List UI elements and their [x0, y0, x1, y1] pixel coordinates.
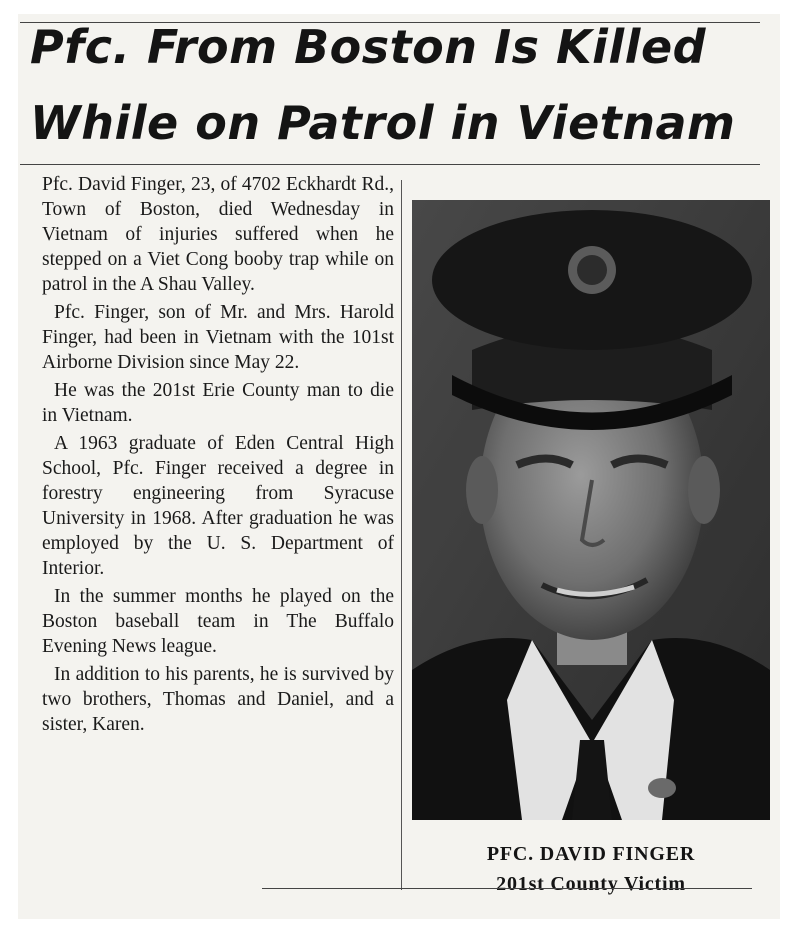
photo-caption-subtitle: 201st County Victim [496, 873, 686, 895]
article-paragraph: Pfc. David Finger, 23, of 4702 Eckhardt Rd., Town of Boston, died Wednesday in Vietnam of injuries suffered when he stepped on a Viet Cong booby trap while on patrol in the A Shau Valley. [42, 174, 394, 295]
bottom-rule [262, 888, 752, 889]
column-divider [401, 180, 402, 890]
photo-caption-name: PFC. DAVID FINGER [486, 843, 696, 865]
article-paragraph: A 1963 graduate of Eden Central High School, Pfc. Finger received a degree in forestry engineering from Syracuse University in 1968. After graduation he was employed by the U. S. Department of Interior. [42, 433, 394, 579]
headline-rule [20, 164, 760, 165]
portrait-photo [412, 200, 770, 820]
headline-line-2: While on Patrol in Vietnam [30, 96, 736, 150]
article-paragraph: He was the 201st Erie County man to die in Vietnam. [42, 380, 394, 426]
article-paragraph: In addition to his parents, he is survived by two brothers, Thomas and Daniel, and a sister, Karen. [42, 664, 394, 735]
article-paragraph: Pfc. Finger, son of Mr. and Mrs. Harold Finger, had been in Vietnam with the 101st Airborne Division since May 22. [42, 302, 394, 373]
article-paragraph: In the summer months he played on the Boston baseball team in The Buffalo Evening News league. [42, 586, 394, 657]
article-body [42, 172, 394, 740]
portrait-image [412, 200, 770, 820]
headline-line-1: Pfc. From Boston Is Killed [30, 20, 707, 74]
